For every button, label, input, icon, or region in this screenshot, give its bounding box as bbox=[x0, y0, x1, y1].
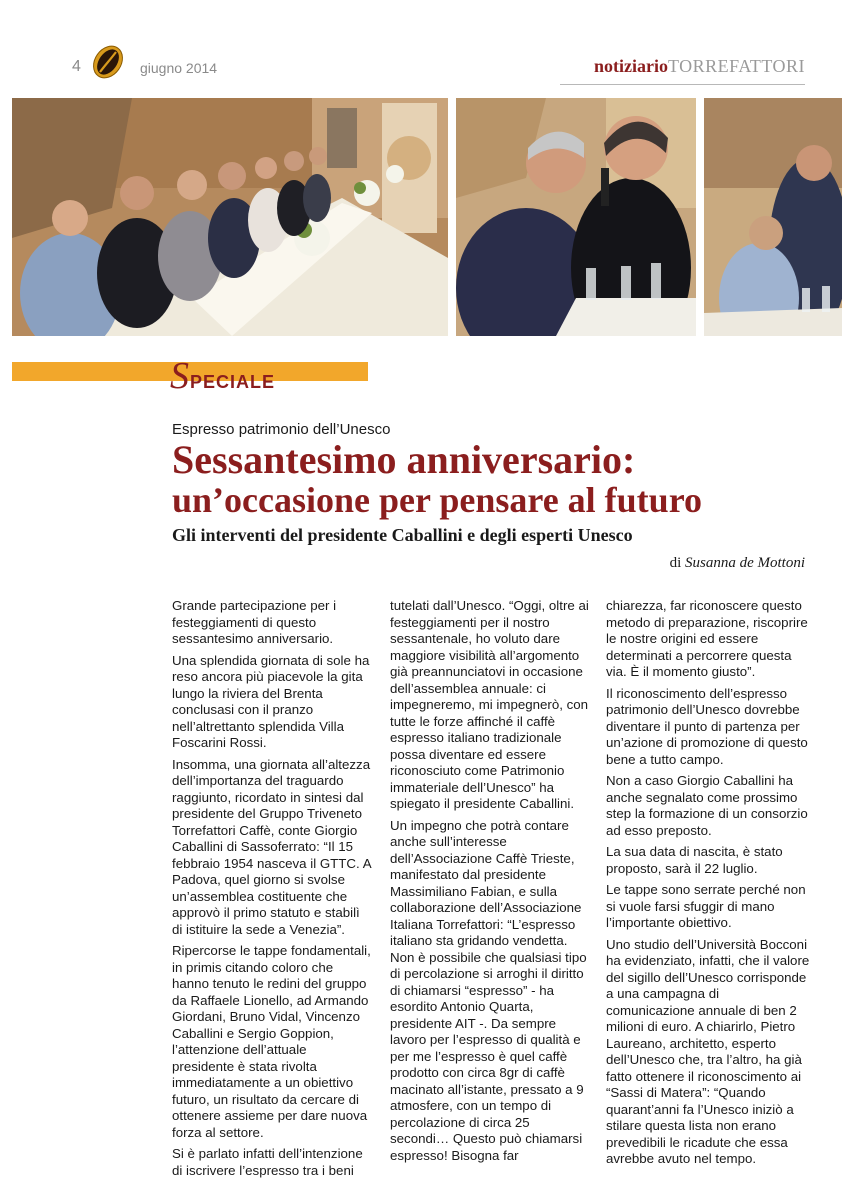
coffee-bean-icon bbox=[88, 42, 128, 82]
paragraph: Ripercorse le tappe fondamentali, in primis citando coloro che hanno tenuto le redini del gruppo da Raffaele Lionello, ad Armando Giordani, Bruno Vidal, Vincenzo Caballini e Sergio Goppion, l’attenzione dell’attuale presidente è stata rivolta immediatamente a un obiettivo futuro, un risultato da cercare di ottenere assieme per dare nuova forza al settore. bbox=[172, 943, 371, 1140]
article-subtitle: Gli interventi del presidente Caballini e degli esperti Unesco bbox=[172, 525, 633, 545]
article-kicker: Espresso patrimonio dell’Unesco bbox=[172, 421, 391, 438]
article-title-line1: Sessantesimo anniversario: bbox=[172, 437, 636, 482]
paragraph: Le tappe sono serrate perché non si vuole farsi sfuggir di mano l’importante obiettivo. bbox=[606, 882, 806, 930]
byline-author: Susanna de Mottoni bbox=[685, 555, 805, 571]
section-initial: S bbox=[170, 355, 189, 397]
speakers-microphone-photo bbox=[456, 98, 696, 336]
paragraph: chiarezza, far riconoscere questo metodo di preparazione, riscoprire le nostre origini ed essere determinati a percorrere questa via. È il momento giusto”. bbox=[606, 598, 808, 679]
paragraph: Il riconoscimento dell’espresso patrimonio dell’Unesco dovrebbe diventare il punto di partenza per un’azione di promozione di questo bene a tutto campo. bbox=[606, 685, 808, 767]
paragraph: Si è parlato infatti dell’intenzione di iscrivere l’espresso tra i beni bbox=[172, 1146, 363, 1178]
banquet-hall-photo bbox=[12, 98, 448, 336]
paragraph: tutelati dall’Unesco. “Oggi, oltre ai festeggiamenti per il nostro sessantenale, ho voluto dare maggiore visibilità all’argomento già preannunciatovi in occasione dell’assemblea annuale: ci impegneremo, mi impegnerò, con tutte le forze affinché il caffè espresso italiano tradizionale possa diventare ed essere riconosciuto come Patrimonio immateriale dell’Unesco” ha spiegato il presidente Caballini. bbox=[390, 598, 589, 811]
paragraph: La sua data di nascita, è stato proposto, sarà il 22 luglio. bbox=[606, 844, 783, 876]
byline-prefix: di bbox=[669, 555, 682, 571]
page-header bbox=[0, 0, 855, 96]
publication-name-part2: TORREFATTORI bbox=[667, 56, 805, 76]
paragraph: Una splendida giornata di sole ha reso ancora più piacevole la gita lungo la riviera del Brenta conclusasi con il pranzo nell’altrettanto splendida Villa Foscarini Rossi. bbox=[172, 652, 370, 750]
paragraph: Grande partecipazione per i festeggiamenti di questo sessantesimo anniversario. bbox=[172, 598, 337, 646]
article-title-line2: un’occasione per pensare al futuro bbox=[172, 480, 703, 520]
article-column-2 bbox=[390, 598, 590, 1169]
section-rest: PECIALE bbox=[190, 372, 276, 392]
byline bbox=[670, 555, 805, 572]
article-column-3 bbox=[606, 598, 811, 1173]
header-divider bbox=[560, 84, 805, 85]
publication-name bbox=[594, 56, 805, 77]
paragraph: Insomma, una giornata all’altezza dell’importanza del traguardo raggiunto, ricordato in sintesi dal presidente del Gruppo Triveneto Torrefattori Caffè, conte Giorgio Caballini di Sassoferrato: “Il 15 febbraio 1954 nasceva il GTTC. A Padova, quel giorno si svolse un’assemblea costituente che approvò il primo statuto e stabilì di istituire la sede a Venezia”. bbox=[172, 756, 371, 937]
paragraph: Uno studio dell’Università Bocconi ha evidenziato, infatti, che il valore del sigillo dell’Unesco corrisponde a una campagna di comunicazione annuale di ben 2 milioni di euro. A chiarirlo, Pietro Laureano, architetto, esperto dell’Unesco che, tra l’altro, ha già fatto ottenere il riconoscimento ai “Sassi di Matera”: “Quando quarant’anni fa l’Unesco iniziò a stilare questa lista non erano prevedibili le ricadute che essa avrebbe avuto nel tempo. bbox=[606, 936, 810, 1166]
issue-date: giugno 2014 bbox=[140, 60, 218, 76]
guests-table-photo bbox=[704, 98, 842, 336]
section-label bbox=[170, 353, 276, 397]
page-number: 4 bbox=[72, 58, 81, 75]
article-column-1 bbox=[172, 598, 372, 1184]
paragraph: Non a caso Giorgio Caballini ha anche segnalato come prossimo step la formazione di un consorzio ad esso preposto. bbox=[606, 773, 808, 838]
publication-name-part1: notiziario bbox=[593, 56, 668, 76]
paragraph: Un impegno che potrà contare anche sull’interesse dell’Associazione Caffè Trieste, manifestato dal presidente Massimiliano Fabian, e sulla collaborazione dell’Associazione Italiana Torrefattori: “L’espresso italiano sta gridando vendetta. Non è possibile che qualsiasi tipo di percolazione si arroghi il diritto di chiamarsi “espresso” - ha esordito Antonio Quarta, presidente AIT -. Da sempre lavoro per l’espresso di qualità e per me l’espresso è quel caffè prodotto con circa 8gr di caffè macinato all’istante, pressato a 9 atmosfere, con un tempo di percolazione di circa 25 secondi… Questo può chiamarsi espresso! Bisogna far bbox=[390, 817, 587, 1163]
